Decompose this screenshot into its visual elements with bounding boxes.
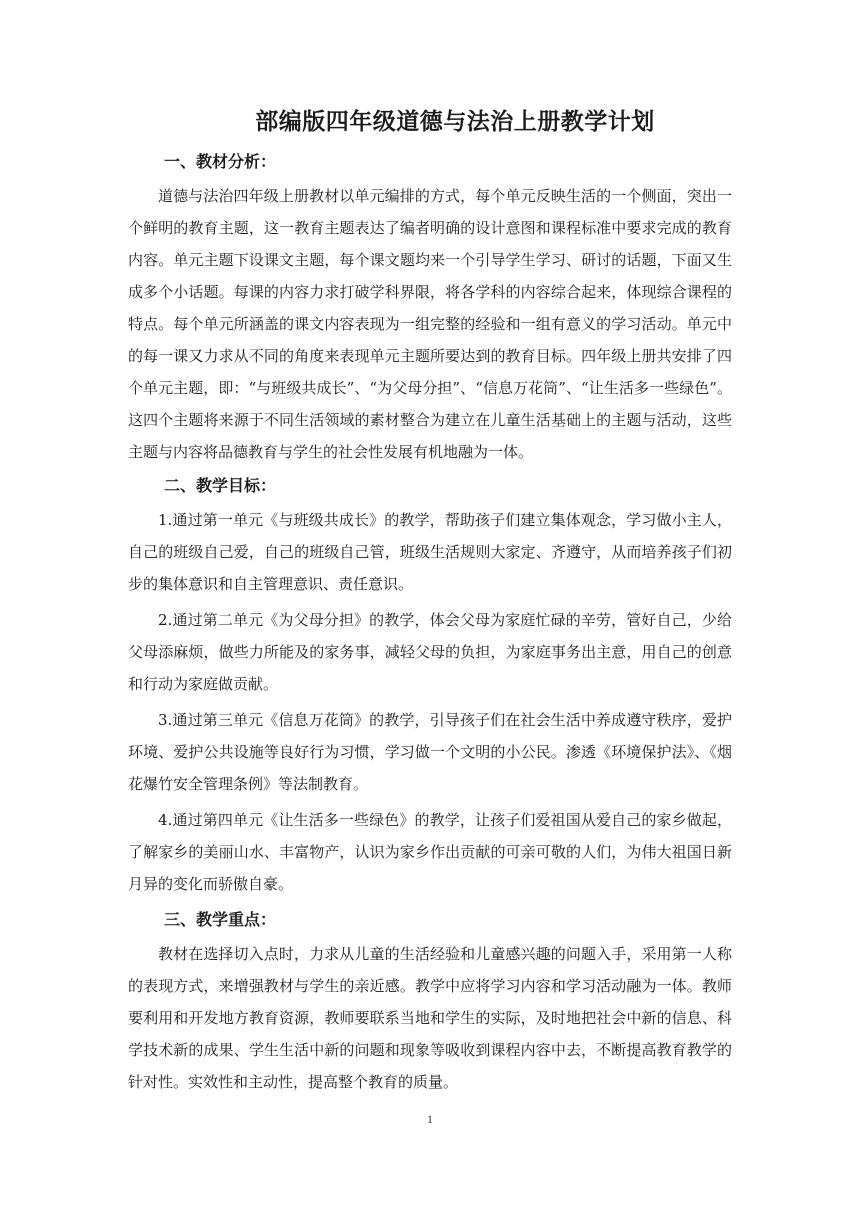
section-heading-textbook-analysis: 一、教材分析：	[164, 152, 277, 171]
paragraph-goal-2: 2.通过第二单元《为父母分担》的教学，体会父母为家庭忙碌的辛劳，管好自己，少给父母添麻烦，做些力所能及的家务事，减轻父母的负担，为家庭事务出主意，用自己的创意和行动为家庭做贡献。	[128, 611, 732, 693]
paragraph-goal-1: 1.通过第一单元《与班级共成长》的教学，帮助孩子们建立集体观念，学习做小主人，自己的班级自己爱，自己的班级自己管，班级生活规则大家定、齐遵守，从而培养孩子们初步的集体意识和自主管理意识、责任意识。	[128, 511, 732, 593]
paragraph-teaching-focus: 教材在选择切入点时，力求从儿童的生活经验和儿童感兴趣的问题入手，采用第一人称的表现方式，来增强教材与学生的亲近感。教学中应将学习内容和学习活动融为一体。教师要利用和开发地方教育资源，教师要联系当地和学生的实际，及时地把社会中新的信息、科学技术新的成果、学生生活中新的问题和现象等吸收到课程内容中去，不断提高教育教学的针对性。实效性和主动性，提高整个教育的质量。	[128, 945, 732, 1091]
document-title: 部编版四年级道德与法治上册教学计划	[255, 109, 655, 135]
page-number: 1	[427, 1112, 433, 1126]
section-heading-teaching-focus: 三、教学重点：	[164, 910, 277, 929]
paragraph-goal-3: 3.通过第三单元《信息万花筒》的教学，引导孩子们在社会生活中养成遵守秩序，爱护环境、爱护公共设施等良好行为习惯，学习做一个文明的小公民。渗透《环境保护法》、《烟花爆竹安全管理条例》等法制教育。	[128, 711, 732, 793]
paragraph-goal-4: 4.通过第四单元《让生活多一些绿色》的教学，让孩子们爱祖国从爱自己的家乡做起，了解家乡的美丽山水、丰富物产，认识为家乡作出贡献的可亲可敬的人们，为伟大祖国日新月异的变化而骄傲自豪。	[128, 811, 732, 893]
document-body	[128, 146, 732, 1100]
section-heading-teaching-goals: 二、教学目标：	[164, 476, 277, 495]
paragraph-textbook-analysis: 道德与法治四年级上册教材以单元编排的方式，每个单元反映生活的一个侧面，突出一个鲜明的教育主题，这一教育主题表达了编者明确的设计意图和课程标准中要求完成的教育内容。单元主题下设课文主题，每个课文题均来一个引导学生学习、研讨的话题，下面又生成多个小话题。每课的内容力求打破学科界限，将各学科的内容综合起来，体现综合课程的特点。每个单元所涵盖的课文内容表现为一组完整的经验和一组有意义的学习活动。单元中的每一课又力求从不同的角度来表现单元主题所要达到的教育目标。四年级上册共安排了四个单元主题，即：“与班级共成长”、“为父母分担”、“信息万花筒”、“让生活多一些绿色”。这四个主题将来源于不同生活领域的素材整合为建立在儿童生活基础上的主题与活动，这些主题与内容将品德教育与学生的社会性发展有机地融为一体。	[128, 187, 732, 461]
